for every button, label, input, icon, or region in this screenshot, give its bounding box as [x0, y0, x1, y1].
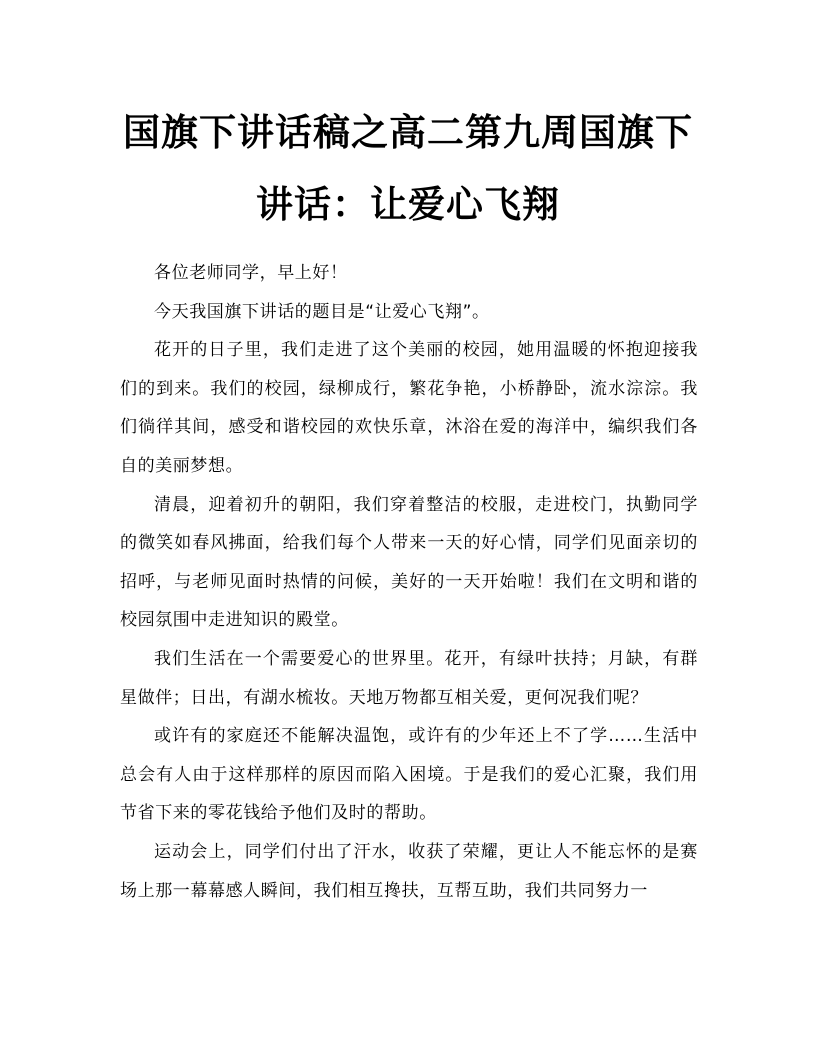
document-body: [120, 254, 698, 910]
paragraph-help: 或许有的家庭还不能解决温饱，或许有的少年还上不了学……生活中总会有人由于这样那样的原因而陷入困境。于是我们的爱心汇聚，我们用节省下来的零花钱给予他们及时的帮助。: [120, 726, 698, 824]
paragraph-greeting: 各位老师同学，早上好！: [154, 263, 348, 283]
paragraph-topic: 今天我国旗下讲话的题目是“让爱心飞翔”。: [154, 301, 490, 322]
paragraph-love-world: 我们生活在一个需要爱心的世界里。花开，有绿叶扶持；月缺，有群星做伴；日出，有湖水梳妆。天地万物都互相关爱，更何况我们呢？: [120, 648, 698, 708]
paragraph-sports: 运动会上，同学们付出了汗水，收获了荣耀，更让人不能忘怀的是赛场上那一幕幕感人瞬间，我们相互搀扶，互帮互助，我们共同努力一: [120, 841, 698, 901]
paragraph-morning: 清晨，迎着初升的朝阳，我们穿着整洁的校服，走进校门，执勤同学的微笑如春风拂面，给我们每个人带来一天的好心情，同学们见面亲切的招呼，与老师见面时热情的问候，美好的一天开始啦！我们在文明和谐的校园氛围中走进知识的殿堂。: [120, 494, 698, 631]
document-title: 国旗下讲话稿之高二第九周国旗下讲话：让爱心飞翔: [123, 110, 693, 226]
paragraph-campus: 花开的日子里，我们走进了这个美丽的校园，她用温暖的怀抱迎接我们的到来。我们的校园，绿柳成行，繁花争艳，小桥静卧，流水淙淙。我们徜徉其间，感受和谐校园的欢快乐章，沐浴在爱的海洋中，编织我们各自的美丽梦想。: [120, 340, 698, 476]
